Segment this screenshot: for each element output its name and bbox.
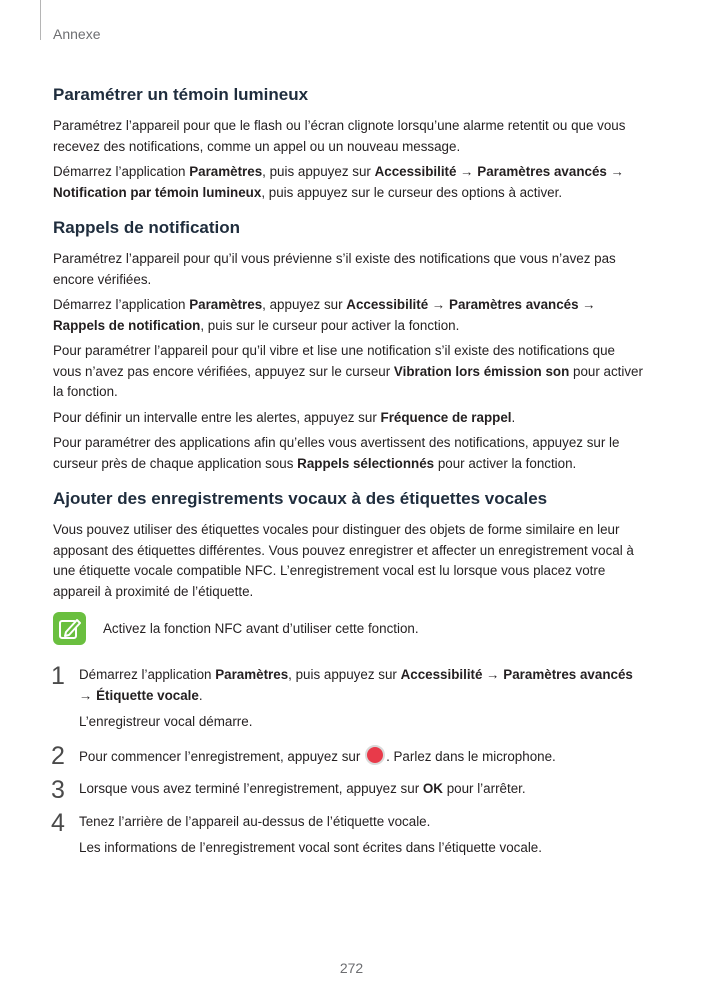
step-1 (51, 662, 643, 733)
paragraph: Paramétrez l’appareil pour qu’il vous prévienne s’il existe des notifications que vous n’avez pas encore vérifiées. (53, 251, 616, 287)
step-number: 4 (51, 808, 65, 837)
record-button-icon (365, 745, 385, 765)
step-subtext: L’enregistreur vocal démarre. (79, 714, 253, 729)
step-3 (51, 776, 643, 804)
paragraph: Vous pouvez utiliser des étiquettes vocales pour distinguer des objets de forme similaire en leur apposant des étiquettes différentes. Vous pouvez enregistrer et affecter un enregistrement vocal à une étiquette vocale compatible NFC. L’enregistrement vocal est lu lorsque vous placez votre appareil à proximité de l’étiquette. (53, 522, 634, 599)
step-text: Lorsque vous avez terminé l’enregistrement, appuyez sur OK pour l’arrêter. (79, 781, 526, 796)
section-temoin-lumineux (53, 84, 643, 203)
paragraph: Pour paramétrer l’appareil pour qu’il vibre et lise une notification s’il existe des notifications que vous n’avez pas encore vérifiées, appuyez sur le curseur Vibration lors émission son pour activer la fonction. (53, 343, 643, 399)
running-header: Annexe (53, 26, 101, 42)
step-text: Démarrez l’application Paramètres, puis appuyez sur Accessibilité → Paramètres avancés → Étiquette vocale. (79, 667, 633, 703)
note-box (53, 612, 643, 645)
section-title: Paramétrer un témoin lumineux (53, 85, 309, 104)
page-number: 272 (339, 960, 364, 976)
step-text: Pour commencer l’enregistrement, appuyez sur . Parlez dans le microphone. (79, 745, 643, 768)
note-pencil-icon (53, 612, 86, 645)
step-number: 1 (51, 662, 65, 690)
step-4 (51, 808, 643, 859)
step-2 (51, 741, 643, 770)
section-title: Ajouter des enregistrements vocaux à des étiquettes vocales (53, 489, 548, 508)
note-text: Activez la fonction NFC avant d’utiliser cette fonction. (103, 621, 419, 636)
step-text: Tenez l’arrière de l’appareil au-dessus de l’étiquette vocale. (79, 813, 431, 829)
step-subtext: Les informations de l’enregistrement vocal sont écrites dans l’étiquette vocale. (79, 840, 542, 855)
step-number: 2 (51, 741, 65, 770)
paragraph: Démarrez l’application Paramètres, appuyez sur Accessibilité → Paramètres avancés → Rappels de notification, puis sur le curseur pour activer la fonction. (53, 297, 596, 333)
section-title: Rappels de notification (53, 218, 241, 237)
step-number: 3 (51, 776, 65, 804)
section-etiquettes-vocales (53, 488, 643, 859)
paragraph: Pour définir un intervalle entre les alertes, appuyez sur Fréquence de rappel. (53, 409, 516, 425)
paragraph: Paramétrez l’appareil pour que le flash ou l’écran clignote lorsqu’une alarme retentit ou que vous recevez des notifications, comme un appel ou un nouveau message. (53, 118, 626, 154)
paragraph: Pour paramétrer des applications afin qu’elles vous avertissent des notifications, appuyez sur le curseur près de chaque application sous Rappels sélectionnés pour activer la fonction. (53, 435, 620, 471)
paragraph: Démarrez l’application Paramètres, puis appuyez sur Accessibilité → Paramètres avancés → Notification par témoin lumineux, puis appuyez sur le curseur des options à activer. (53, 164, 624, 200)
section-rappels-notification (53, 217, 643, 474)
page-content (53, 84, 643, 873)
margin-rule (40, 0, 41, 40)
